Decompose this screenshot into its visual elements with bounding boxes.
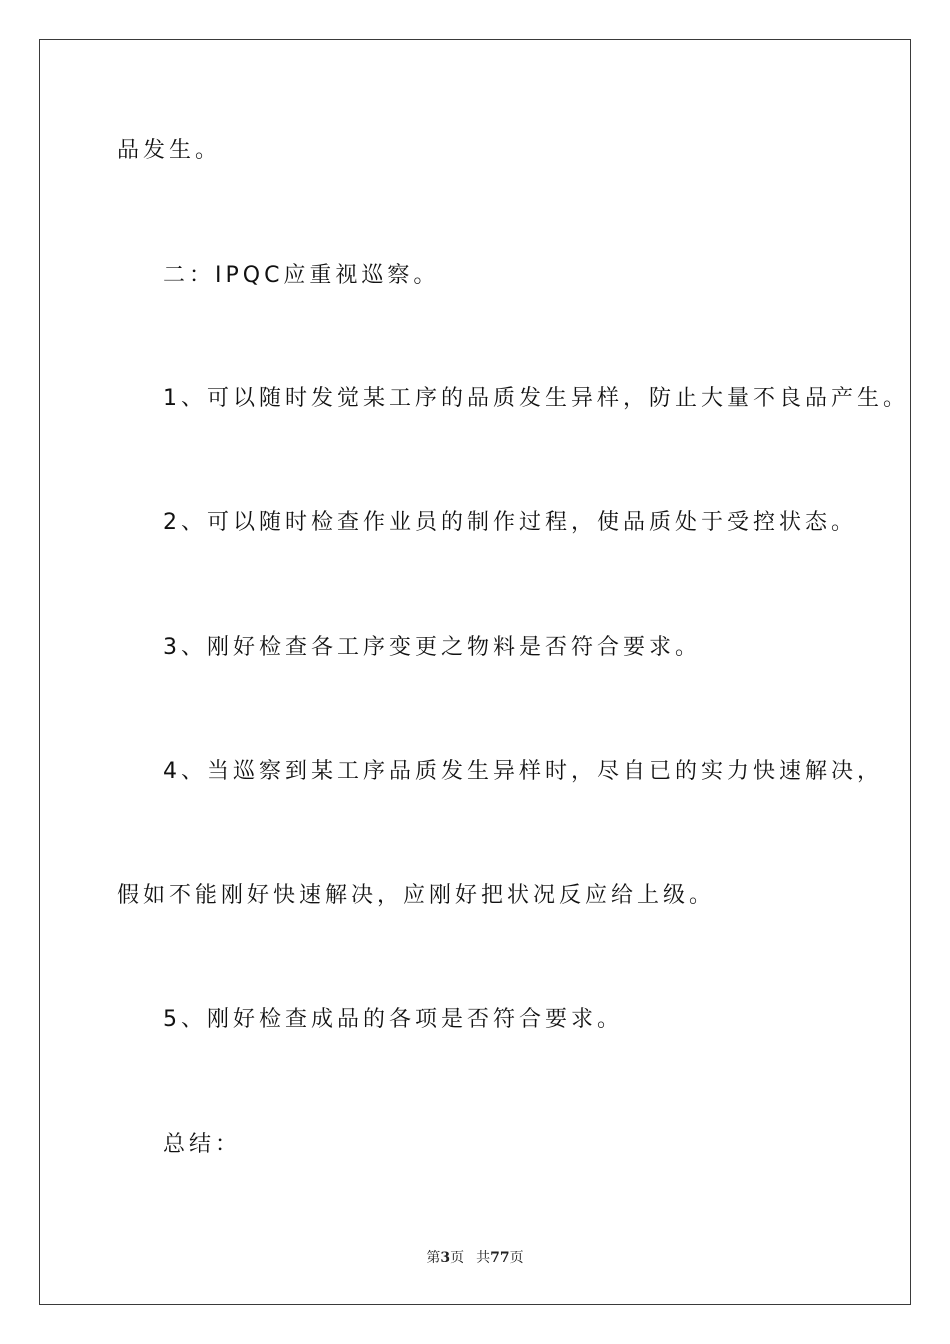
page-suffix: 页: [450, 1250, 465, 1266]
list-item-4-continuation: 假如不能刚好快速解决，应刚好把状况反应给上级。: [117, 883, 716, 908]
list-item-2: 2、可以随时检查作业员的制作过程，使品质处于受控状态。: [163, 510, 857, 535]
total-suffix: 页: [509, 1250, 524, 1266]
page-number: 3: [440, 1250, 451, 1266]
list-item-1: 1、可以随时发觉某工序的品质发生异样，防止大量不良品产生。: [163, 386, 909, 411]
page-footer: [0, 1249, 950, 1267]
list-item-4: 4、当巡察到某工序品质发生异样时，尽自已的实力快速解决，: [163, 759, 883, 784]
paragraph-continuation: 品发生。: [117, 138, 222, 163]
page-border: [39, 39, 911, 1305]
section-heading: 二：IPQC应重视巡察。: [163, 263, 440, 288]
summary-heading: 总结：: [163, 1132, 242, 1157]
list-item-3: 3、刚好检查各工序变更之物料是否符合要求。: [163, 635, 701, 660]
list-item-5: 5、刚好检查成品的各项是否符合要求。: [163, 1007, 623, 1032]
total-prefix: 共: [476, 1250, 491, 1266]
page-prefix: 第: [426, 1250, 441, 1266]
total-pages: 77: [490, 1250, 510, 1266]
